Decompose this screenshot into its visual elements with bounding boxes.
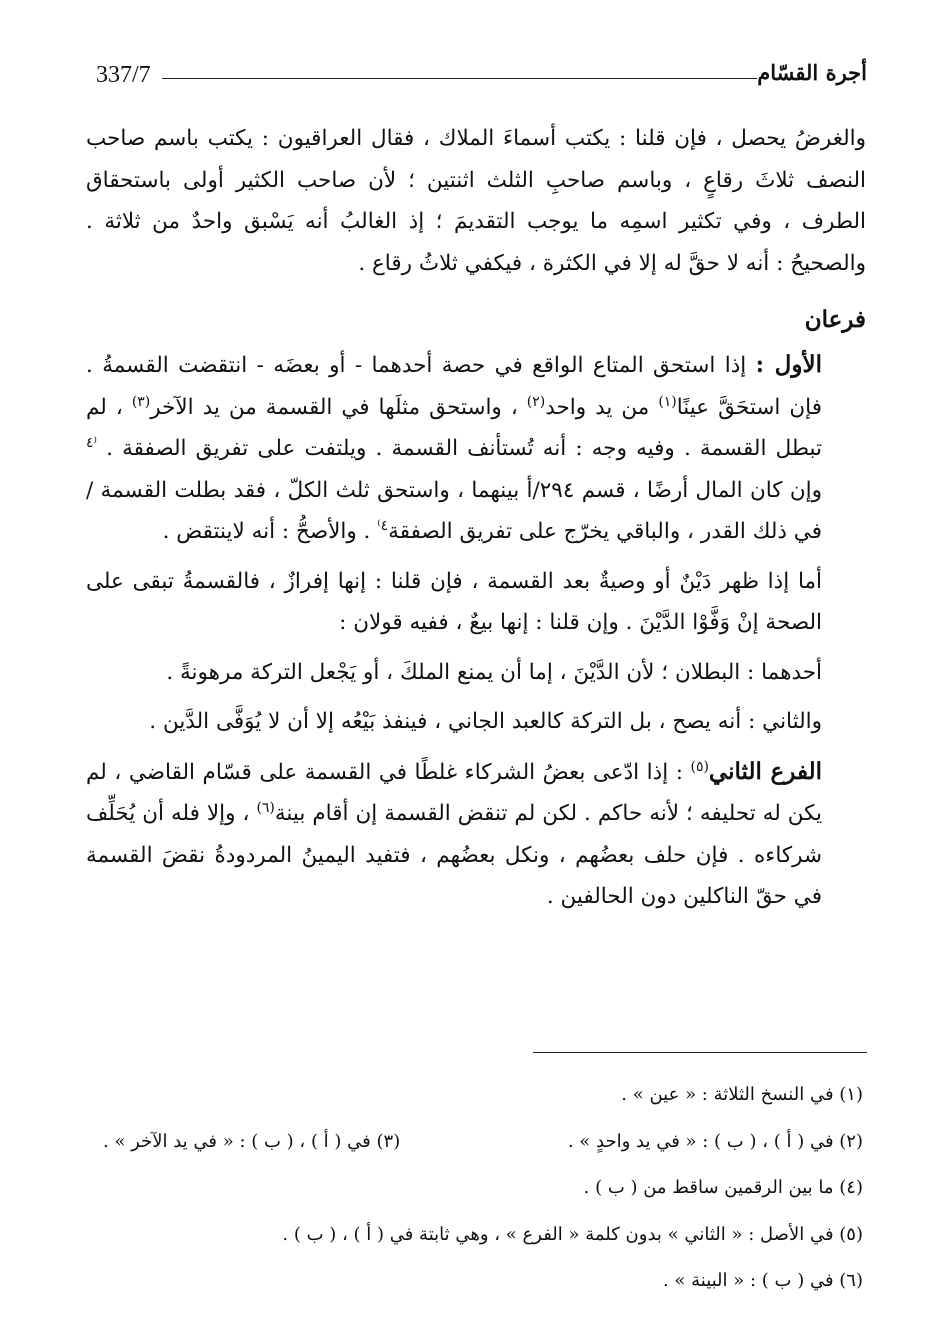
- footnote-row-2-3: [103, 1119, 863, 1166]
- debt-paragraph: أما إذا ظهر دَيْنٌ أو وصيةٌ بعد القسمة ، فإن قلنا : إنها إفرازٌ ، فالقسمةُ تبقى على الصحة إنْ وَفَّوْا الدَّيْنَ . وإن قلنا : إنها بيعٌ ، ففيه قولان :: [86, 568, 822, 635]
- first-branch-text-e: وإن كان المال أرضًا ، قسم ٢٩٤/أ بينهما ، واستحق ثلث الكلّ ، فقد بطلت القسمة / في ذلك القدر ، والباقي يخرّج على تفريق الصفقة: [86, 477, 822, 544]
- first-branch-text-f: . والأصحُّ : أنه لاينتقض .: [162, 519, 378, 544]
- footnote-1: (١) في النسخ الثلاثة : « عين » .: [621, 1084, 863, 1105]
- footnote-ref-3: (٣): [131, 393, 151, 410]
- footnotes: [103, 1072, 863, 1305]
- opinion-second: والثاني : أنه يصح ، بل التركة كالعبد الجاني ، فينفذ بَيْعُه إلا أن لا يُوَفَّى الدَّين .: [149, 709, 822, 734]
- first-branch-text-b: من يد واحد: [545, 394, 659, 420]
- footnote-3: (٣) في ( أ ) ، ( ب ) : « في يد الآخر » .: [103, 1130, 401, 1152]
- first-branch-paragraph: [86, 344, 866, 553]
- first-branch-text-c: ، واستحق مثلَها في القسمة من يد الآخر: [150, 394, 527, 420]
- second-branch-text-b: ، وإلا فله أن يُحَلِّف شركاءه . فإن حلف بعضُهم ، ونكل بعضُهم ، فتفيد اليمينُ المردودةُ نقضَ القسمة في حقّ الناكلين دون الحالفين .: [86, 801, 822, 909]
- footnote-separator: [533, 1052, 867, 1053]
- footnote-ref-5: (٥): [690, 758, 709, 775]
- second-branch-lead: الفرع الثاني: [708, 757, 822, 785]
- opinion-first: أحدهما : البطلان ؛ لأن الدَّيْنَ ، إما أن يمنع الملكَ ، أو يَجْعل التركة مرهونةً .: [166, 659, 822, 685]
- second-branch-paragraph: [86, 751, 866, 918]
- section-heading: فرعان: [804, 306, 866, 333]
- first-branch-lead: الأول :: [755, 351, 822, 378]
- main-text: [86, 118, 866, 918]
- footnote-ref-4-open: ⁽٤: [86, 434, 97, 451]
- footnote-ref-6: (٦): [256, 799, 275, 816]
- page-number: 337/7: [96, 62, 151, 88]
- running-title: أجرة القسّام: [757, 60, 867, 85]
- footnote-ref-4-close: ٤⁾: [377, 517, 389, 534]
- footnote-2: (٢) في ( أ ) ، ( ب ) : « في يد واحدٍ » .: [567, 1130, 863, 1152]
- first-branch-text-a: إذا استحق المتاع الواقع في حصة أحدهما - أو بعضَه - انتقضت القسمةُ . فإن استحَقَّ عينًا: [86, 353, 823, 420]
- footnote-4: (٤) ما بين الرقمين ساقط من ( ب ) .: [583, 1177, 863, 1198]
- footnote-5: (٥) في الأصل : « الثاني » بدون كلمة « الفرع » ، وهي ثابتة في ( أ ) ، ( ب ) .: [282, 1223, 863, 1245]
- running-header: [96, 58, 867, 92]
- second-branch-text-a: : إذا ادّعى بعضُ الشركاء غلطًا في القسمة على قسّام القاضي ، لم يكن له تحليفه ؛ لأنه حاكم . لكن لم تنقض القسمة إن أقام بينة: [86, 759, 822, 826]
- header-rule: [162, 78, 757, 79]
- first-branch-text-d: ، لم تبطل القسمة . وفيه وجه : أنه تُستأنف القسمة . ويلتفت على تفريق الصفقة .: [86, 394, 822, 461]
- footnote-6: (٦) في ( ب ) : « البينة » .: [662, 1270, 863, 1291]
- footnote-ref-1: (١): [658, 393, 677, 410]
- intro-paragraph: والغرضُ يحصل ، فإن قلنا : يكتب أسماءَ الملاك ، فقال العراقيون : يكتب باسم صاحب النصف ثلاثَ رقاعٍ ، وباسم صاحبِ الثلث اثنتين ؛ لأن صاحب الكثير أولى باستحقاق الطرف ، وفي تكثير اسمِه ما يوجب التقديمَ ؛ إذ الغالبُ أنه يَسْبق واحدٌ من ثلاثة . والصحيحُ : أنه لا حقَّ له إلا في الكثرة ، فيكفي ثلاثُ رقاع .: [86, 126, 866, 276]
- footnote-ref-2: (٢): [526, 393, 546, 410]
